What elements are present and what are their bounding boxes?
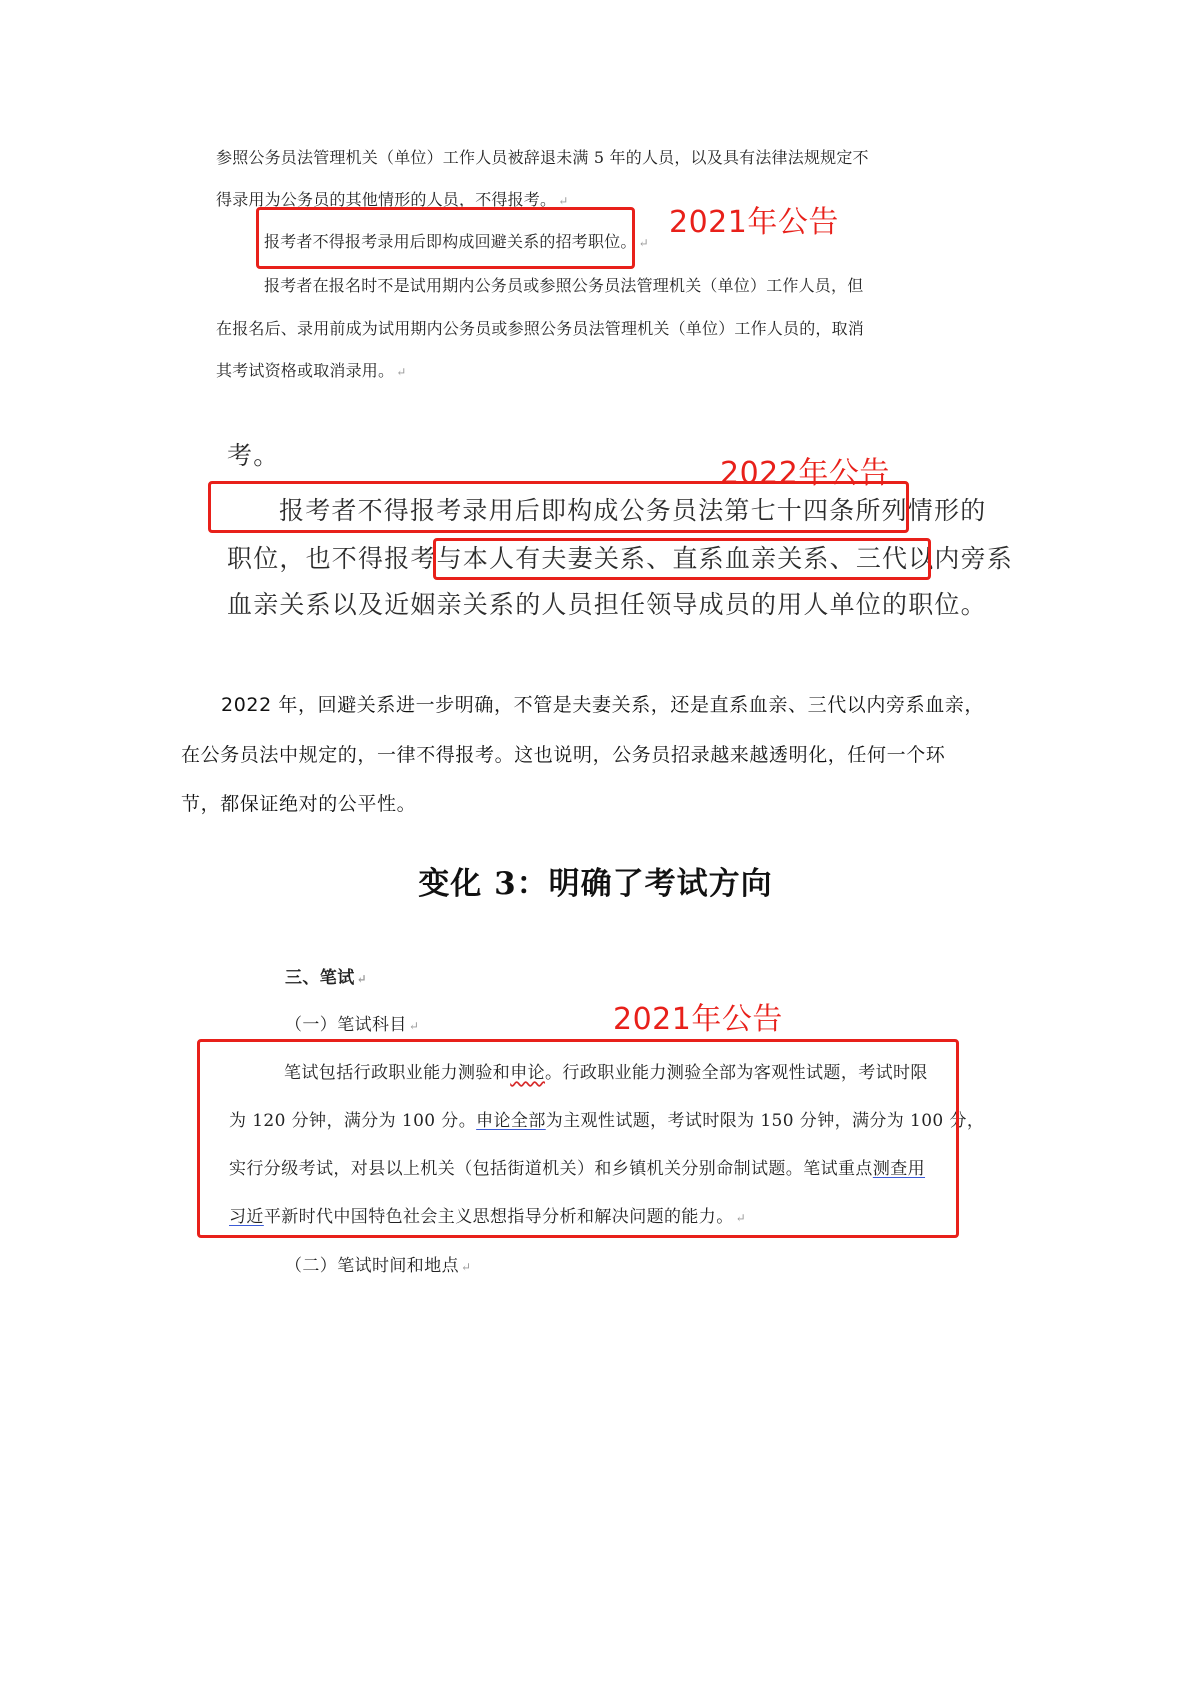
- annotation-label: 2021年公告: [669, 205, 839, 240]
- section-heading: 变化 3：明确了考试方向: [418, 866, 773, 902]
- text-line: 血亲关系以及近姻亲关系的人员担任领导成员的用人单位的职位。: [227, 590, 987, 619]
- annotation-label: 2021年公告: [613, 1002, 783, 1037]
- paragraph-mark-icon: ↵: [461, 1260, 472, 1274]
- text-line: 实行分级考试，对县以上机关（包括街道机关）和乡镇机关分别命制试题。笔试重点测查用: [229, 1159, 926, 1179]
- text-line: 2022 年，回避关系进一步明确，不管是夫妻关系，还是直系血亲、三代以内旁系血亲，: [221, 694, 984, 716]
- annotation-box: [256, 207, 635, 269]
- text-line: 笔试包括行政职业能力测验和申论。行政职业能力测验全部为客观性试题，考试时限: [284, 1063, 928, 1083]
- text-line: 职位，也不得报考与本人有夫妻关系、直系血亲关系、三代以内旁系: [227, 544, 1014, 573]
- text-line: 为 120 分钟，满分为 100 分。申论全部为主观性试题，考试时限为 150 分钟，满分为 100 分，: [229, 1111, 985, 1131]
- text-line: 报考者在报名时不是试用期内公务员或参照公务员法管理机关（单位）工作人员，但: [264, 276, 864, 295]
- highlighted-text: 本人有夫妻关系、直系血亲关系、三代以内旁系: [462, 544, 1014, 573]
- paragraph-mark-icon: ↵: [408, 1019, 420, 1033]
- text-line: 得录用为公务员的其他情形的人员，不得报考。 ↵: [216, 190, 569, 209]
- highlighted-text: 报考者不得报考录用后即构成公务员法第七十四条所列情形的: [279, 496, 987, 525]
- paragraph-mark-icon: ↵: [356, 972, 368, 986]
- annotation-label: 2022年公告: [720, 456, 890, 491]
- paragraph-mark-icon: ↵: [735, 1211, 747, 1225]
- text-line: 其考试资格或取消录用。 ↵: [216, 361, 407, 380]
- annotation-box: [197, 1039, 959, 1238]
- highlighted-text: 报考者不得报考录用后即构成回避关系的招考职位。 ↵: [264, 232, 649, 251]
- text-line: 在公务员法中规定的，一律不得报考。这也说明，公务员招录越来越透明化，任何一个环: [181, 744, 946, 766]
- text-line: 在报名后、录用前成为试用期内公务员或参照公务员法管理机关（单位）工作人员的，取消: [216, 319, 865, 338]
- section-title: 三、笔试 ↵: [285, 968, 368, 988]
- text-line: 考。: [227, 441, 280, 470]
- subsection-title: （二）笔试时间和地点 ↵: [285, 1256, 472, 1276]
- text-line: 参照公务员法管理机关（单位）工作人员被辞退未满 5 年的人员，以及具有法律法规规定不: [216, 148, 869, 167]
- paragraph-mark-icon: ↵: [638, 236, 649, 250]
- paragraph-mark-icon: ↵: [558, 194, 569, 208]
- annotation-box: [433, 538, 931, 580]
- paragraph-mark-icon: ↵: [396, 365, 407, 379]
- text-line: 节，都保证绝对的公平性。: [181, 793, 417, 815]
- text-line: 习近平新时代中国特色社会主义思想指导分析和解决问题的能力。 ↵: [229, 1207, 747, 1227]
- subsection-title: （一）笔试科目 ↵: [285, 1015, 420, 1035]
